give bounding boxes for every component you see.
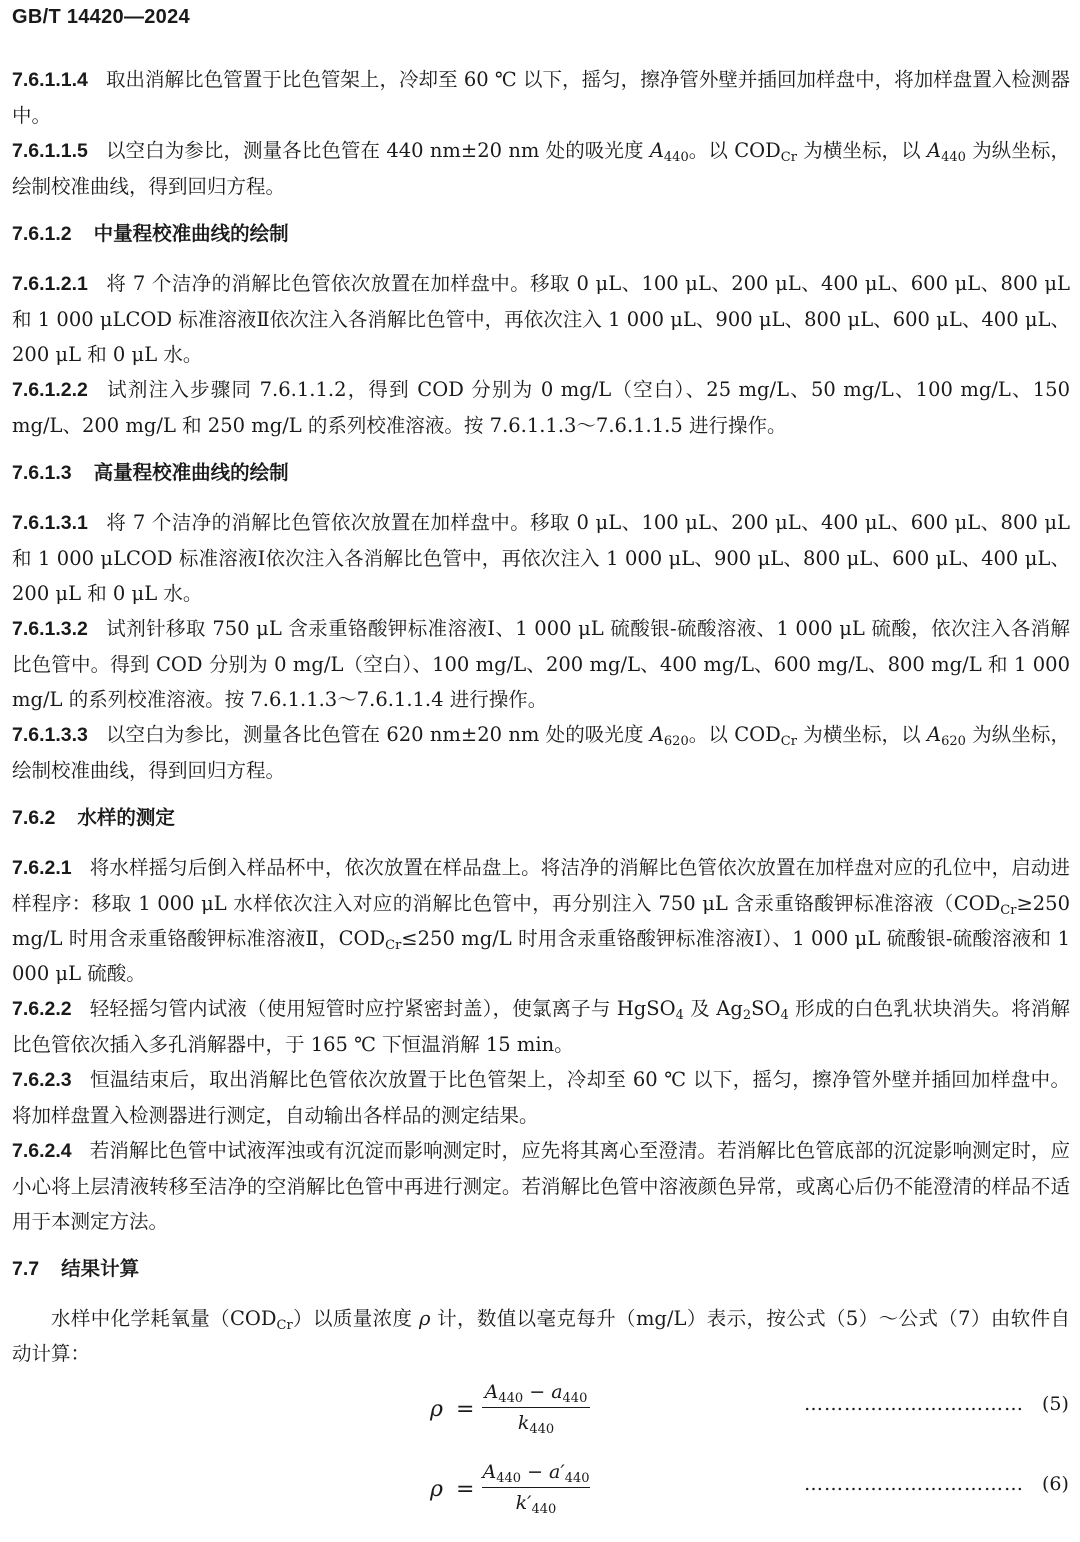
clause-number: 7.6.1.3.1 bbox=[12, 512, 88, 534]
heading-title: 高量程校准曲线的绘制 bbox=[93, 461, 289, 484]
heading-number: 7.6.1.3 bbox=[12, 462, 72, 484]
clause-7-6-1-3-3 bbox=[12, 717, 1070, 788]
var-k: k bbox=[517, 1412, 530, 1434]
fraction bbox=[482, 1457, 590, 1518]
clause-7-6-2-4 bbox=[12, 1133, 1070, 1239]
var-b: a bbox=[551, 1381, 563, 1403]
sub: 440 bbox=[562, 1391, 588, 1406]
cod-sub: Cr bbox=[780, 150, 797, 165]
clause-number: 7.6.2.3 bbox=[12, 1069, 72, 1091]
clause-text: 轻轻摇匀管内试液（使用短管时应拧紧密封盖），使氯离子与 HgSO bbox=[89, 997, 676, 1020]
clause-number: 7.6.2.1 bbox=[12, 857, 72, 879]
clause-text: ≥250 mg/L 时用含汞重铬酸钾标准溶液Ⅱ，COD bbox=[12, 892, 1070, 950]
paragraph-text: 计，数值以毫克每升（mg/L）表示，按公式（5）～公式（7）由软件自动计算： bbox=[12, 1307, 1070, 1365]
cod-sub: Cr bbox=[780, 734, 797, 749]
clause-text: SO bbox=[751, 997, 781, 1020]
absorbance-sub: 620 bbox=[663, 734, 689, 749]
fraction bbox=[482, 1377, 590, 1438]
clause-text: 试剂针移取 750 μL 含汞重铬酸钾标准溶液Ⅰ、1 000 μL 硫酸银-硫酸溶液、1 000 μL 硫酸，依次注入各消解比色管中。得到 COD 分别为 0 mg/L（空白）、100 mg/L、200 mg/L、400 mg/L、600 mg/L、800 mg/L 和 1 000 mg/L 的系列校准溶液。按 7.6.1.1.3～7.6.1.1.4 进行操作。 bbox=[12, 617, 1070, 711]
document-body bbox=[12, 62, 1070, 1529]
var-a: A bbox=[484, 1381, 499, 1403]
clause-text: 。以 COD bbox=[688, 723, 781, 746]
clause-text: 试剂注入步骤同 7.6.1.1.2，得到 COD 分别为 0 mg/L（空白）、25 mg/L、50 mg/L、100 mg/L、150 mg/L、200 mg/L 和 250 mg/L 的系列校准溶液。按 7.6.1.1.3～7.6.1.1.5 进行操作。 bbox=[12, 378, 1070, 437]
paragraph-text: ）以质量浓度 bbox=[292, 1307, 420, 1330]
var-a: A bbox=[482, 1461, 497, 1483]
clause-text: 为纵坐标，绘制校准曲线，得到回归方程。 bbox=[12, 139, 1071, 198]
cod-sub: Cr bbox=[385, 938, 402, 953]
clause-text: 及 Ag bbox=[683, 997, 743, 1020]
cod-sub: Cr bbox=[276, 1318, 293, 1333]
absorbance-sub: 620 bbox=[941, 734, 966, 749]
standard-code: GB/T 14420—2024 bbox=[12, 6, 190, 28]
clause-text: 。以 COD bbox=[688, 139, 781, 162]
equals-sign: = bbox=[456, 1477, 475, 1502]
clause-7-6-2-3 bbox=[12, 1062, 1070, 1133]
absorbance-sub: 440 bbox=[663, 150, 689, 165]
rho-var: ρ bbox=[419, 1307, 431, 1330]
equation-number: (5) bbox=[1042, 1393, 1069, 1415]
heading-title: 结果计算 bbox=[61, 1257, 140, 1280]
sub: 440 bbox=[531, 1502, 557, 1517]
heading-number: 7.7 bbox=[12, 1258, 40, 1280]
var-k: k′ bbox=[515, 1492, 532, 1514]
clause-number: 7.6.1.2.2 bbox=[12, 379, 88, 401]
equation-6 bbox=[12, 1457, 1070, 1529]
clause-number: 7.6.2.4 bbox=[12, 1140, 72, 1162]
clause-7-6-1-1-4 bbox=[12, 62, 1070, 133]
clause-7-6-1-3-1 bbox=[12, 505, 1070, 611]
clause-number: 7.6.1.3.2 bbox=[12, 618, 88, 640]
clause-number: 7.6.1.3.3 bbox=[12, 724, 88, 746]
clause-7-6-1-1-5 bbox=[12, 133, 1070, 204]
clause-text: 以空白为参比，测量各比色管在 440 nm±20 nm 处的吸光度 bbox=[105, 139, 650, 162]
clause-text: 将水样摇匀后倒入样品杯中，依次放置在样品盘上。将洁净的消解比色管依次放置在加样盘对应的孔位中，启动进样程序：移取 1 000 μL 水样依次注入对应的消解比色管中，再分别注入 750 μL 含汞重铬酸钾标准溶液（COD bbox=[12, 856, 1070, 915]
clause-7-6-2-1 bbox=[12, 850, 1070, 991]
clause-text: 以空白为参比，测量各比色管在 620 nm±20 nm 处的吸光度 bbox=[105, 723, 650, 746]
absorbance-sub: 440 bbox=[941, 150, 966, 165]
minus: − bbox=[521, 1461, 550, 1483]
clause-7-6-1-3-2 bbox=[12, 611, 1070, 717]
denominator bbox=[482, 1408, 590, 1438]
cod-sub: Cr bbox=[1000, 903, 1017, 918]
clause-text: 形成的白色乳状块消失。将消解比色管依次插入多孔消解器中，于 165 ℃ 下恒温消解 15 min。 bbox=[12, 997, 1070, 1056]
clause-text: 为横坐标，以 bbox=[796, 139, 927, 162]
clause-number: 7.6.2.2 bbox=[12, 998, 72, 1020]
equation-lhs: ρ bbox=[430, 1477, 443, 1502]
sub: 440 bbox=[529, 1422, 555, 1437]
paragraph-7-7 bbox=[12, 1301, 1070, 1371]
clause-7-6-1-2-2 bbox=[12, 372, 1070, 443]
clause-text: 将 7 个洁净的消解比色管依次放置在加样盘中。移取 0 μL、100 μL、200 μL、400 μL、600 μL、800 μL 和 1 000 μLCOD 标准溶液Ⅰ依次注入各消解比色管中，再依次注入 1 000 μL、900 μL、800 μL、600 μL、400 μL、200 μL 和 0 μL 水。 bbox=[12, 511, 1070, 605]
heading-7-6-1-2 bbox=[12, 216, 1070, 252]
denominator bbox=[482, 1488, 590, 1518]
var-b: a′ bbox=[549, 1461, 565, 1483]
clause-text: 为纵坐标，绘制校准曲线，得到回归方程。 bbox=[12, 723, 1071, 782]
heading-title: 中量程校准曲线的绘制 bbox=[93, 222, 289, 245]
absorbance-var: A bbox=[649, 139, 664, 162]
clause-text: ≤250 mg/L 时用含汞重铬酸钾标准溶液Ⅰ）、1 000 μL 硫酸银-硫酸溶液和 1 000 μL 硫酸。 bbox=[12, 927, 1070, 985]
heading-7-7 bbox=[12, 1251, 1070, 1287]
clause-text: 恒温结束后，取出消解比色管依次放置于比色管架上，冷却至 60 ℃ 以下，摇匀，擦净管外壁并插回加样盘中。将加样盘置入检测器进行测定，自动输出各样品的测定结果。 bbox=[12, 1068, 1070, 1127]
absorbance-var: A bbox=[927, 723, 942, 746]
clause-number: 7.6.1.1.4 bbox=[12, 69, 88, 91]
numerator bbox=[482, 1377, 590, 1408]
clause-7-6-2-2 bbox=[12, 991, 1070, 1062]
clause-number: 7.6.1.1.5 bbox=[12, 140, 88, 162]
equation-5 bbox=[12, 1377, 1070, 1449]
equals-sign: = bbox=[456, 1397, 475, 1422]
clause-text: 取出消解比色管置于比色管架上，冷却至 60 ℃ 以下，摇匀，擦净管外壁并插回加样盘中，将加样盘置入检测器中。 bbox=[12, 68, 1070, 127]
heading-7-6-1-3 bbox=[12, 455, 1070, 491]
minus: − bbox=[523, 1381, 552, 1403]
paragraph-text: 水样中化学耗氧量（COD bbox=[51, 1307, 277, 1330]
heading-number: 7.6.2 bbox=[12, 807, 56, 829]
sub: 440 bbox=[496, 1471, 522, 1486]
equation-lhs: ρ bbox=[430, 1397, 443, 1422]
clause-7-6-1-2-1 bbox=[12, 266, 1070, 372]
clause-text: 若消解比色管中试液浑浊或有沉淀而影响测定时，应先将其离心至澄清。若消解比色管底部的沉淀影响测定时，应小心将上层清液转移至洁净的空消解比色管中再进行测定。若消解比色管中溶液颜色异常，或离心后仍不能澄清的样品不适用于本测定方法。 bbox=[12, 1139, 1070, 1233]
formula-sub: 4 bbox=[675, 1008, 684, 1023]
heading-number: 7.6.1.2 bbox=[12, 223, 72, 245]
clause-text: 为横坐标，以 bbox=[796, 723, 927, 746]
clause-number: 7.6.1.2.1 bbox=[12, 273, 88, 295]
absorbance-var: A bbox=[927, 139, 942, 162]
heading-7-6-2 bbox=[12, 800, 1070, 836]
numerator bbox=[482, 1457, 590, 1488]
heading-title: 水样的测定 bbox=[77, 806, 175, 829]
formula-sub: 4 bbox=[780, 1008, 789, 1023]
formula-sub: 2 bbox=[742, 1008, 752, 1023]
sub: 440 bbox=[498, 1391, 524, 1406]
sub: 440 bbox=[564, 1471, 590, 1486]
leader-dots: …………………………… bbox=[804, 1393, 1024, 1415]
leader-dots: …………………………… bbox=[804, 1473, 1024, 1495]
clause-text: 将 7 个洁净的消解比色管依次放置在加样盘中。移取 0 μL、100 μL、200 μL、400 μL、600 μL、800 μL 和 1 000 μLCOD 标准溶液Ⅱ依次注入各消解比色管中，再依次注入 1 000 μL、900 μL、800 μL、600 μL、400 μL、200 μL 和 0 μL 水。 bbox=[12, 272, 1070, 366]
equation-number: (6) bbox=[1042, 1473, 1069, 1495]
absorbance-var: A bbox=[649, 723, 664, 746]
